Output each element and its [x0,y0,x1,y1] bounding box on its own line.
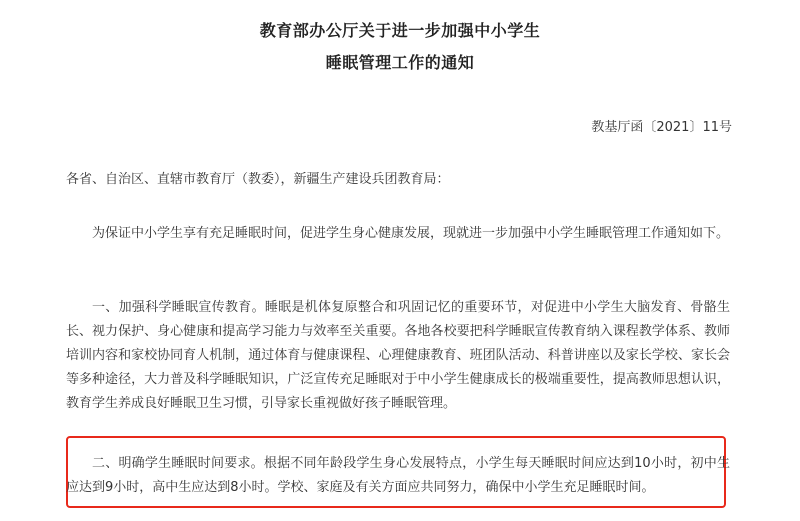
document-title-line-1: 教育部办公厅关于进一步加强中小学生 [259,21,541,40]
document-title-line-2: 睡眠管理工作的通知 [325,53,475,72]
greeting-paragraph: 各省、自治区、直辖市教育厅（教委），新疆生产建设兵团教育局： [66,172,450,187]
section-2-paragraph: 二、明确学生睡眠时间要求。根据不同年龄段学生身心发展特点，小学生每天睡眠时间应达到10小时，初中生应达到9小时，高中生应达到8小时。学校、家庭及有关方面应共同努力，确保中小学生充足睡眠时间。 [66,456,730,495]
document-number: 教基厅函〔2021〕11号 [591,120,732,135]
intro-paragraph: 为保证中小学生享有充足睡眠时间，促进学生身心健康发展，现就进一步加强中小学生睡眠管理工作通知如下。 [92,226,730,241]
section-1-paragraph: 一、加强科学睡眠宣传教育。睡眠是机体复原整合和巩固记忆的重要环节，对促进中小学生大脑发育、骨骼生长、视力保护、身心健康和提高学习能力与效率至关重要。各地各校要把科学睡眠宣传教育纳入课程教学体系、教师培训内容和家校协同育人机制，通过体育与健康课程、心理健康教育、班团队活动、科普讲座以及家长学校、家长会等多种途径，大力普及科学睡眠知识，广泛宣传充足睡眠对于中小学生健康成长的极端重要性，提高教师思想认识，教育学生养成良好睡眠卫生习惯，引导家长重视做好孩子睡眠管理。 [66,300,730,411]
